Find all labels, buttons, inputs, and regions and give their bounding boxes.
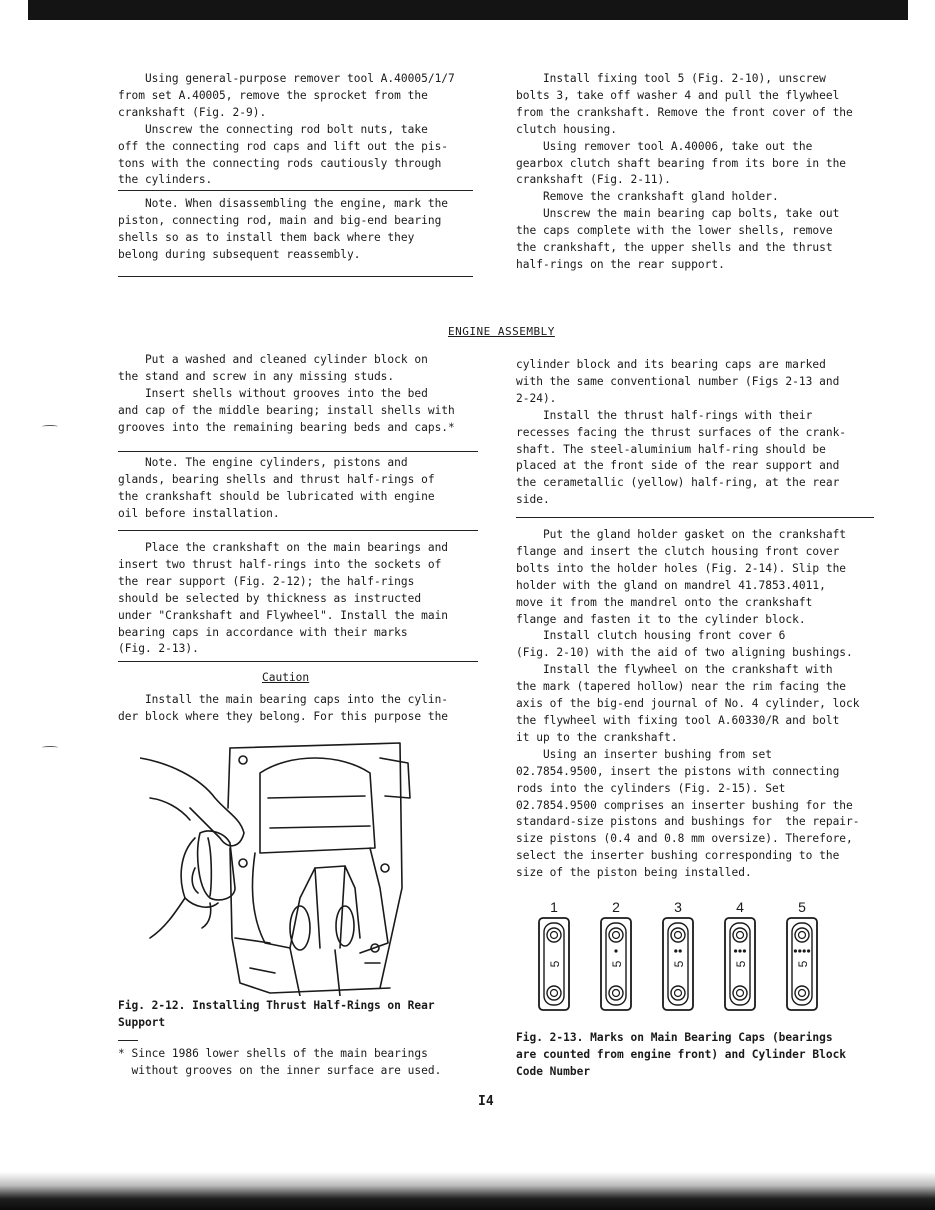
caution-block: [118, 692, 448, 726]
bearing-cap-mark: [738, 949, 741, 952]
divider: [118, 661, 478, 662]
paragraph-marked-caps: cylinder block and its bearing caps are marked with the same conventional number (Figs 2-13 and 2-24).: [516, 358, 840, 405]
paragraph-gearbox-bearing: Using remover tool A.40006, take out the gearbox clutch shaft bearing from its bore in the crankshaft (Fig. 2-11).: [516, 139, 847, 187]
paragraph-gland-holder: Remove the crankshaft gland holder.: [516, 190, 779, 204]
paragraph-cylinder-block: Put a washed and cleaned cylinder block on the stand and screw in any missing studs.: [118, 353, 428, 383]
figure-2-12-caption: Fig. 2-12. Installing Thrust Half-Rings on Rear Support: [118, 999, 435, 1029]
bearing-cap-mark: [674, 949, 677, 952]
bearing-cap-mark: [743, 949, 746, 952]
assembly-left-top: [118, 352, 455, 437]
bearing-cap-mark: [679, 949, 682, 952]
bearing-cap-bolt-hole: [795, 986, 809, 1000]
bearing-cap-bolt-hole: [671, 928, 685, 942]
paragraph-insert-shells: Insert shells without grooves into the bed and cap of the middle bearing; install shells with grooves into the remaining bearing beds and caps.*: [118, 386, 455, 434]
bearing-cap-bolt-hole-inner: [613, 932, 620, 939]
paragraph-gland-gasket: Put the gland holder gasket on the crankshaft flange and insert the clutch housing front cover bolts into the holder holes (Fig. 2-14). Slip the holder with the gland on mandrel 41.7853.4011, move it from the mandrel onto the crankshaft flange and fasten it to the cylinder block.: [516, 528, 847, 626]
bearing-cap-mark: [794, 949, 797, 952]
section-heading-engine-assembly: ENGINE ASSEMBLY: [448, 325, 555, 338]
divider: [118, 190, 473, 191]
bearing-cap-bolt-hole: [733, 928, 747, 942]
footnote-rule: [118, 1040, 138, 1041]
note-lubricate: Note. The engine cylinders, pistons and glands, bearing shells and thrust half-rings of the crankshaft should be lubricated with engine oil before installation.: [118, 456, 435, 520]
bearing-cap-number: 1: [550, 900, 558, 915]
bearing-cap-mark: [734, 949, 737, 952]
note-disassembly-block: [118, 196, 448, 264]
paragraph-install-flywheel: Install the flywheel on the crankshaft with the mark (tapered hollow) near the rim facing the axis of the big-end journal of No. 4 cylinder, lock the flywheel with fixing tool A.60330/R and bolt it up to the crankshaft.: [516, 663, 860, 744]
bearing-cap-bolt-hole: [795, 928, 809, 942]
cylinder-block-code: 5: [672, 960, 686, 968]
bearing-cap-bolt-hole-inner: [675, 932, 682, 939]
footnote-block: [118, 1046, 441, 1080]
bearing-cap-bolt-hole-inner: [799, 932, 806, 939]
bearing-cap-mark: [803, 949, 806, 952]
divider: [118, 276, 473, 277]
paragraph-sprocket: Using general-purpose remover tool A.40005/1/7 from set A.40005, remove the sprocket from the crankshaft (Fig. 2-9).: [118, 72, 455, 119]
bearing-cap-bolt-hole: [733, 986, 747, 1000]
figure-2-12-illustration: [140, 738, 415, 996]
bearing-cap-bolt-hole: [609, 986, 623, 1000]
paragraph-thrust-half-rings: Install the thrust half-rings with their recesses facing the thrust surfaces of the crank- shaft. The steel-aluminium half-ring should be placed at the front side of the rear support and the cerametallic (yellow) half-ring, at the rear side.: [516, 408, 847, 507]
divider: [516, 517, 874, 518]
cylinder-block-code: 5: [548, 960, 562, 968]
bearing-cap-number: 4: [736, 900, 744, 915]
bearing-cap-bolt-hole-inner: [737, 932, 744, 939]
scan-top-border: [28, 0, 908, 20]
bearing-cap-number: 3: [674, 900, 682, 915]
left-column-top: [118, 71, 455, 189]
paragraph-bearing-caps: Unscrew the main bearing cap bolts, take out the caps complete with the lower shells, remove the crankshaft, the upper shells and the thrust half-rings on the rear support.: [516, 207, 840, 271]
figure-2-13-caption: Fig. 2-13. Marks on Main Bearing Caps (bearings are counted from engine front) and Cylinder Block Code Number: [516, 1031, 847, 1078]
footnote: * Since 1986 lower shells of the main bearings without grooves on the inner surface are used.: [118, 1047, 442, 1077]
bearing-cap-bolt-hole: [671, 986, 685, 1000]
paragraph-place-crankshaft: Place the crankshaft on the main bearings and insert two thrust half-rings into the sockets of the rear support (Fig. 2-12); the half-rings should be selected by thickness as instructed under "Crankshaft and Flywheel". Install the main bearing caps in accordance with their marks (Fig. 2-13).: [118, 541, 449, 656]
paragraph-front-cover: Install clutch housing front cover 6 (Fig. 2-10) with the aid of two aligning bushings.: [516, 629, 853, 660]
page-number: I4: [478, 1094, 494, 1109]
margin-mark: [42, 425, 58, 428]
bearing-cap-mark: [807, 949, 810, 952]
bearing-cap-bolt-hole-inner: [613, 990, 620, 997]
assembly-right-top: [516, 357, 846, 509]
right-column-top: [516, 71, 853, 274]
cylinder-block-code: 5: [796, 960, 810, 968]
scan-bottom-border: [0, 1172, 935, 1210]
figure-2-13-illustration: [525, 900, 845, 1020]
bearing-cap-bolt-hole-inner: [799, 990, 806, 997]
paragraph-flywheel-removal: Install fixing tool 5 (Fig. 2-10), unscrew bolts 3, take off washer 4 and pull the flywheel from the crankshaft. Remove the front cover of the clutch housing.: [516, 72, 853, 136]
assembly-right-bottom: [516, 527, 860, 882]
bearing-cap-mark: [614, 949, 617, 952]
bearing-cap-number: 5: [798, 900, 806, 915]
bearing-cap-bolt-hole: [609, 928, 623, 942]
bearing-cap-number: 2: [612, 900, 620, 915]
crankshaft-block: [118, 540, 448, 658]
note-disassembly: Note. When disassembling the engine, mark the piston, connecting rod, main and big-end bearing shells so as to install them back where they belong during subsequent reassembly.: [118, 197, 449, 261]
bearing-cap-bolt-hole-inner: [551, 990, 558, 997]
caution-heading: Caution: [262, 671, 310, 684]
divider: [118, 451, 478, 452]
bearing-cap-mark: [798, 949, 801, 952]
divider: [118, 530, 478, 531]
cylinder-block-code: 5: [734, 960, 748, 968]
bearing-cap-bolt-hole-inner: [737, 990, 744, 997]
note-lubricate-block: [118, 455, 435, 523]
bearing-cap-bolt-hole: [547, 928, 561, 942]
bearing-cap-bolt-hole-inner: [551, 932, 558, 939]
paragraph-inserter-bushing: Using an inserter bushing from set 02.7854.9500, insert the pistons with connecting rods into the cylinders (Fig. 2-15). Set 02.7854.9500 comprises an inserter bushing for the standard-size pistons and bushings for the repair- size pistons (0.4 and 0.8 mm oversize). Therefore, select the inserter bushing corresponding to the size of the piston being installed.: [516, 747, 860, 880]
cylinder-block-code: 5: [610, 960, 624, 968]
bearing-cap-bolt-hole-inner: [675, 990, 682, 997]
paragraph-connecting-rods: Unscrew the connecting rod bolt nuts, take off the connecting rod caps and lift out the pis- tons with the connecting rods cautiously through the cylinders.: [118, 122, 449, 187]
bearing-cap-bolt-hole: [547, 986, 561, 1000]
caution-text: Install the main bearing caps into the cylin- der block where they belong. For this purpose the: [118, 693, 449, 723]
margin-mark: [42, 746, 58, 749]
